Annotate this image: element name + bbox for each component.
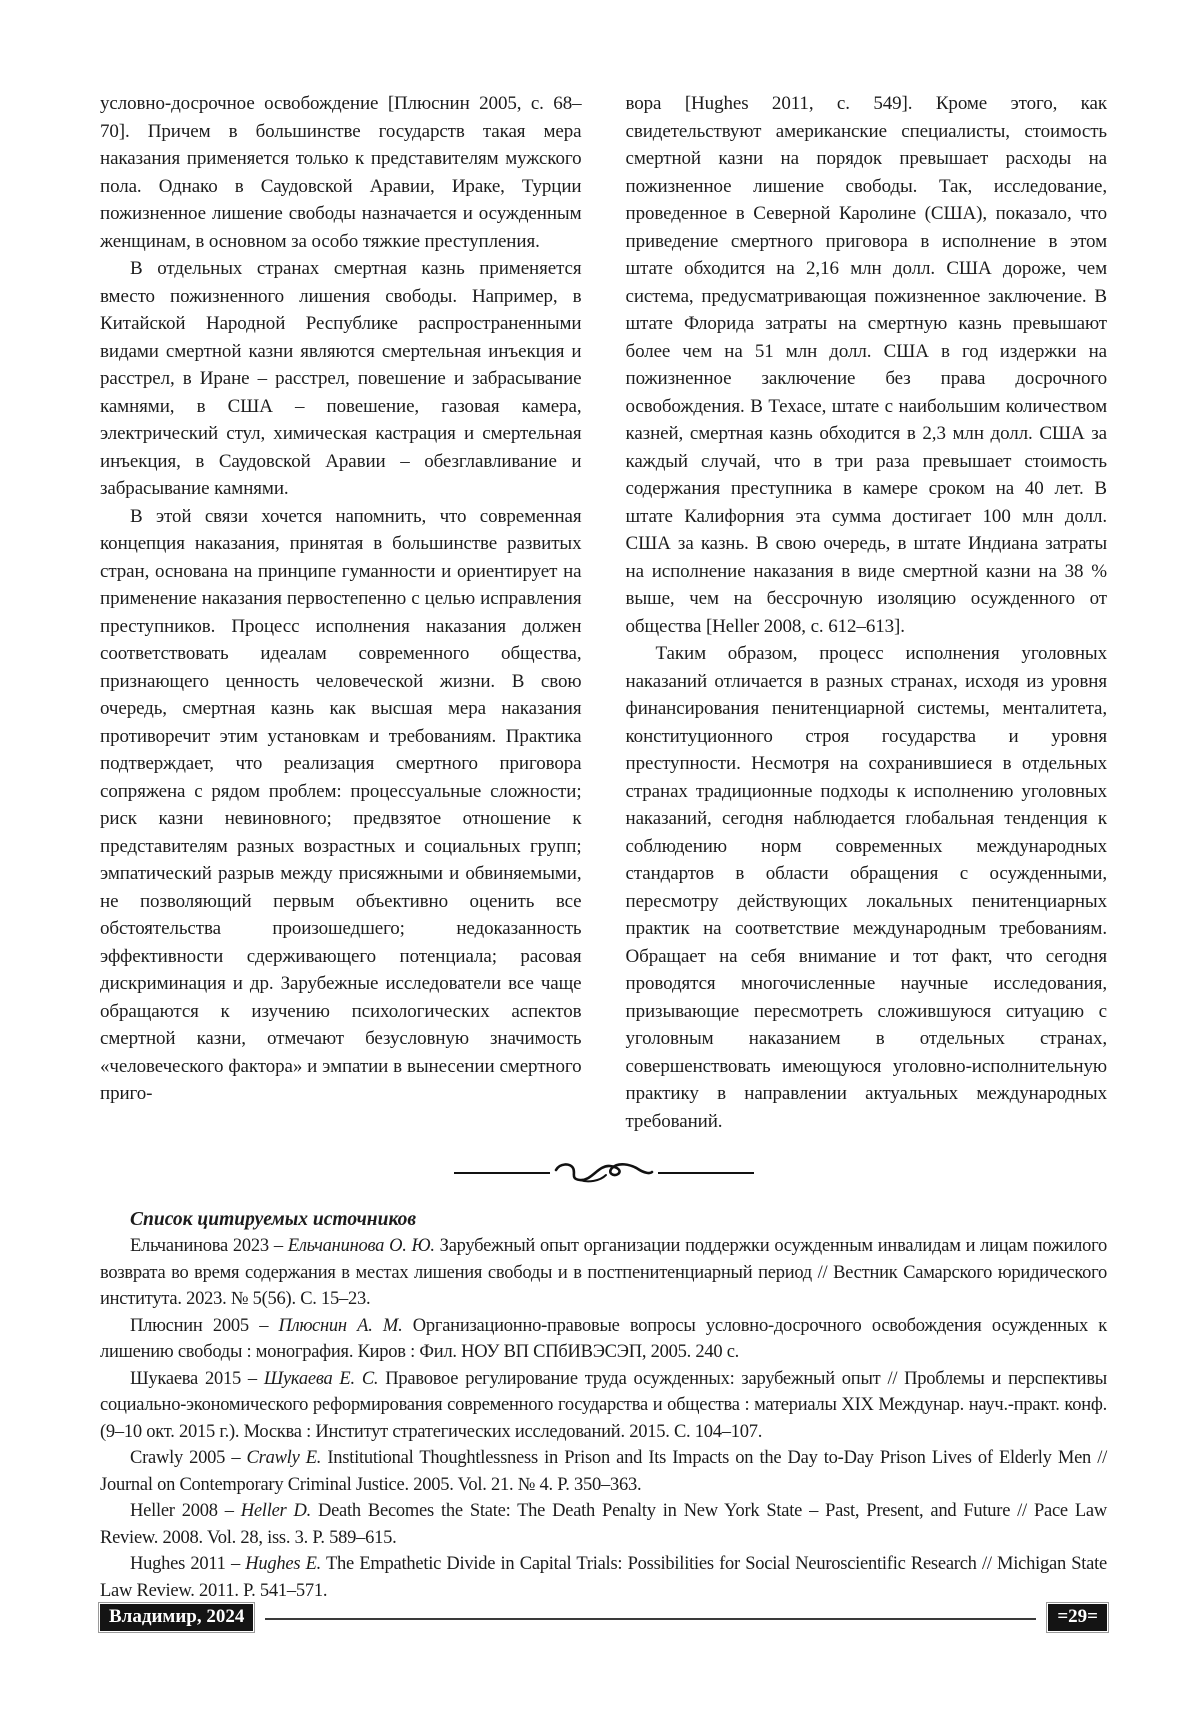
body-paragraph: условно-досрочное освобождение [Плюснин 2005, с. 68–70]. Причем в большинстве государств такая мера наказания применяется только к представителям мужского пола. Однако в Саудовской Аравии, Ираке, Турции пожизненное лишение свободы назначается и осужденным женщинам, в основном за особо тяжкие преступления. bbox=[100, 93, 582, 252]
reference-author: Плюснин А. М. bbox=[278, 1315, 403, 1336]
reference-citekey: Шукаева 2015 – bbox=[130, 1368, 264, 1389]
section-divider bbox=[100, 1157, 1107, 1189]
reference-citekey: Crawly 2005 – bbox=[130, 1448, 247, 1468]
reference-entry bbox=[100, 1233, 1107, 1313]
references-section bbox=[100, 1201, 1107, 1604]
reference-author: Crawly E. bbox=[246, 1448, 322, 1468]
reference-text: Правовое регулирование труда осужденных: зарубежный опыт // Проблемы и перспективы социально-экономического реформирования современного государства и общества : материалы XIX Междунар. науч.-практ. конф. (9–10 окт. 2015 г.). Москва : Институт стратегических исследований. 2015. С. 104–107. bbox=[100, 1368, 1107, 1442]
references-heading: Список цитируемых источников bbox=[130, 1209, 417, 1230]
reference-author: Heller D. bbox=[240, 1501, 311, 1521]
reference-text: Institutional Thoughtlessness in Prison and Its Impacts on the Day to-Day Prison Lives of Elderly Men // Journal on Contemporary Criminal Justice. 2005. Vol. 21. № 4. P. 350–363. bbox=[100, 1448, 1107, 1495]
reference-citekey: Ельчанинова 2023 – bbox=[130, 1236, 288, 1256]
body-paragraph: В этой связи хочется напомнить, что современная концепция наказания, принятая в большинстве развитых стран, основана на принципе гуманности и ориентирует на применение наказания первостепенно с целью исправления преступников. Процесс исполнения наказания должен соответствовать идеалам современного общества, признающего ценность человеческой жизни. В свою очередь, смертная казнь как высшая мера наказания противоречит этим установкам и требованиям. Практика подтверждает, что реализация смертного приговора сопряжена с рядом проблем: процессуальные сложности; риск казни невиновного; предвзятое отношение к представителям разных возрастных и социальных групп; эмпатический разрыв между присяжными и обвиняемыми, не позволяющий первым объективно оценить все обстоятельства произошедшего; недоказанность эффективности сдерживающего потенциала; расовая дискриминация и др. Зарубежные исследователи все чаще обращаются к изучению психологических аспектов смертной казни, отмечают безусловную значимость «человеческого фактора» и эмпатии в вынесении смертного приго- bbox=[100, 505, 582, 1104]
divider-flourish-icon bbox=[552, 1157, 656, 1189]
body-paragraph: вора [Hughes 2011, с. 549]. Кроме этого, как свидетельствуют американские специалисты, стоимость смертной казни на порядок превышает расходы на пожизненное лишение свободы. Так, исследование, проведенное в Северной Каролине (США), показало, что приведение смертного приговора в исполнение в этом штате обходится на 2,16 млн долл. США дороже, чем система, предусматривающая пожизненное заключение. В штате Флорида затраты на смертную казнь превышают более чем на 51 млн долл. США в год издержки на пожизненное заключение без права досрочного освобождения. В Техасе, штате с наибольшим количеством казней, смертная казнь обходится в 2,3 млн долл. США за каждый случай, что в три раза превышает стоимость содержания преступника в камере сроком на 40 лет. В штате Калифорния эта сумма достигает 100 млн долл. США за казнь. В свою очередь, в штате Индиана затраты на исполнение наказания в виде смертной казни на 38 % выше, чем на бессрочную изоляцию осужденного от общества [Heller 2008, с. 612–613]. bbox=[625, 93, 1107, 637]
reference-entry bbox=[100, 1498, 1107, 1551]
reference-author: Hughes E. bbox=[245, 1554, 322, 1574]
reference-text: Зарубежный опыт организации поддержки осужденным инвалидам и лицам пожилого возврата во время содержания в местах лишения свободы и в постпенитенциарный период // Вестник Самарского юридического института. 2023. № 5(56). С. 15–23. bbox=[100, 1236, 1108, 1309]
reference-author: Ельчанинова О. Ю. bbox=[287, 1236, 435, 1256]
article-body bbox=[100, 90, 1107, 1135]
right-column bbox=[626, 90, 1108, 1135]
footer-place-badge: Владимир, 2024 bbox=[100, 1604, 253, 1631]
divider-rule-left bbox=[454, 1172, 550, 1174]
body-paragraph: Таким образом, процесс исполнения уголовных наказаний отличается в разных странах, исходя из уровня финансирования пенитенциарной системы, менталитета, конституционного строя государства и уровня преступности. Несмотря на сохранившиеся в отдельных странах традиционные подходы к исполнению уголовных наказаний, сегодня наблюдается глобальная тенденция к соблюдению норм современных международных стандартов в области обращения с осужденными, пересмотру действующих локальных пенитенциарных практик на соответствие международным требованиям. Обращает на себя внимание и тот факт, что сегодня проводятся многочисленные научные исследования, призывающие пересмотреть сложившуюся ситуацию с уголовным наказанием в отдельных странах, совершенствовать имеющуюся уголовно-исполнительную практику в направлении актуальных международных требований. bbox=[625, 643, 1107, 1132]
reference-entry bbox=[100, 1551, 1107, 1604]
reference-text: Организационно-правовые вопросы условно-досрочного освобождения осужденных к лишению свободы : монография. Киров : Фил. НОУ ВП СПбИВЭСЭП, 2005. 240 с. bbox=[100, 1315, 1108, 1362]
footer-rule bbox=[265, 1618, 1036, 1620]
reference-entry bbox=[100, 1366, 1107, 1446]
divider-rule-right bbox=[658, 1172, 754, 1174]
page-number-badge: =29= bbox=[1048, 1604, 1107, 1631]
reference-citekey: Hughes 2011 – bbox=[130, 1554, 246, 1574]
reference-text: The Empathetic Divide in Capital Trials: Possibilities for Social Neuroscientific Research // Michigan State Law Review. 2011. P. 541–571. bbox=[100, 1554, 1107, 1601]
reference-text: Death Becomes the State: The Death Penalty in New York State – Past, Present, and Future // Pace Law Review. 2008. Vol. 28, iss. 3. P. 589–615. bbox=[100, 1501, 1107, 1548]
reference-citekey: Heller 2008 – bbox=[130, 1501, 241, 1521]
reference-author: Шукаева Е. С. bbox=[263, 1368, 379, 1389]
reference-entry bbox=[100, 1313, 1107, 1366]
body-paragraph: В отдельных странах смертная казнь применяется вместо пожизненного лишения свободы. Например, в Китайской Народной Республике распространенными видами смертной казни являются смертельная инъекция и расстрел, в Иране – расстрел, повешение и забрасывание камнями, в США – повешение, газовая камера, электрический стул, химическая кастрация и смертельная инъекция, в Саудовской Аравии – обезглавливание и забрасывание камнями. bbox=[100, 258, 582, 499]
reference-entry bbox=[100, 1445, 1107, 1498]
left-column bbox=[100, 90, 582, 1135]
footer bbox=[100, 1604, 1107, 1631]
reference-citekey: Плюснин 2005 – bbox=[130, 1315, 279, 1336]
